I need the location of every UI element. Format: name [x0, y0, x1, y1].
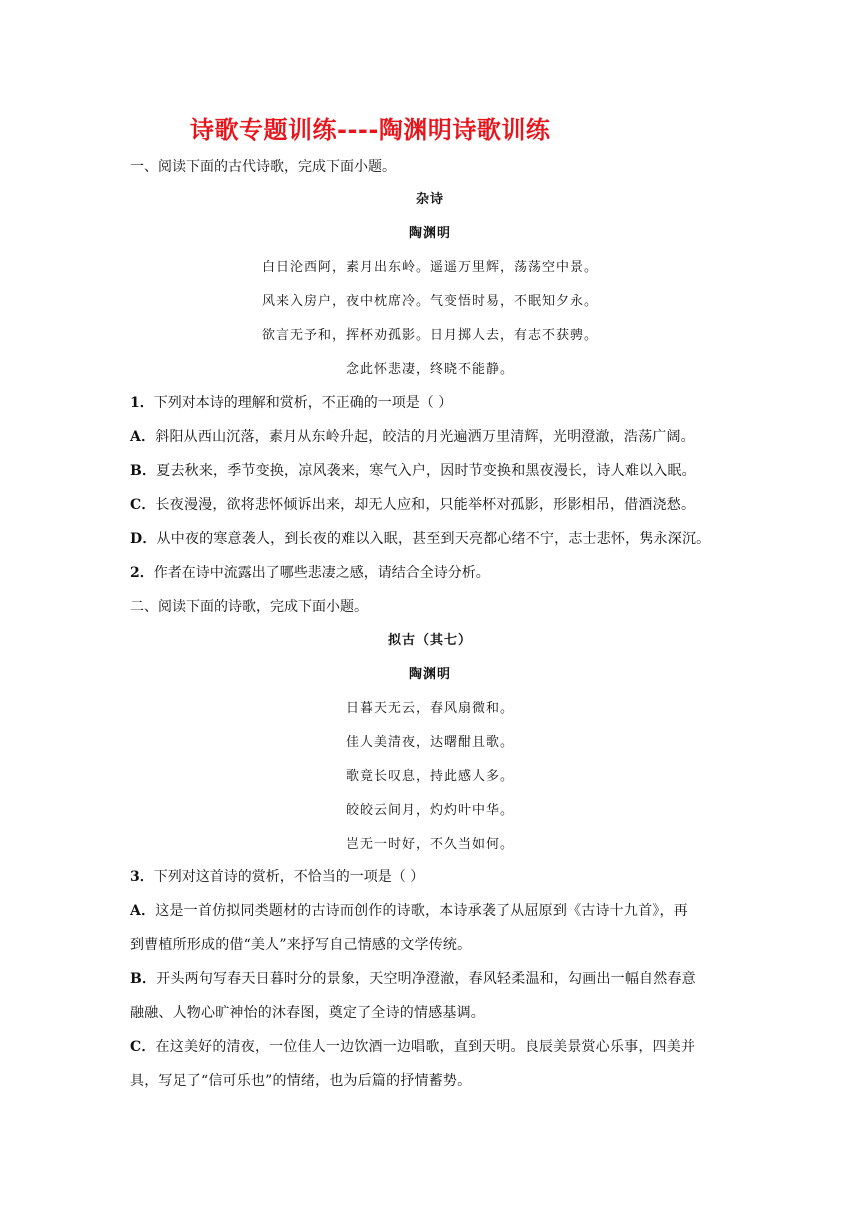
option-text: 斜阳从西山沉落，素月从东岭升起，皎洁的月光遍洒万里清辉，光明澄澈，浩荡广阔。: [155, 429, 695, 445]
option-text: 这是一首仿拟同类题材的古诗而创作的诗歌，本诗承袭了从屈原到《古诗十九首》，再: [155, 903, 688, 919]
poem-1-line: 风来入房户，夜中枕席冷。气变悟时易，不眠知夕永。: [261, 294, 598, 309]
poem-2-line: 日暮天无云，春风扇微和。: [345, 701, 514, 716]
q3-option-c: C．在这美好的清夜，一位佳人一边饮酒一边唱歌，直到天明。良辰美景赏心乐事，四美并: [130, 1039, 696, 1055]
option-text: 长夜漫漫，欲将悲怀倾诉出来，却无人应和，只能举杯对孤影，形影相吊，借酒浇愁。: [155, 497, 696, 513]
poem-1-author: 陶渊明: [408, 226, 451, 241]
question-number: 3: [130, 869, 140, 885]
q3-option-a: A．这是一首仿拟同类题材的古诗而创作的诗歌，本诗承袭了从屈原到《古诗十九首》，再: [130, 903, 688, 919]
option-label: B: [130, 463, 143, 479]
poem-2-line: 歌竟长叹息，持此感人多。: [345, 769, 514, 784]
question-1: 1．下列对本诗的理解和赏析，不正确的一项是（ ）: [130, 395, 453, 411]
option-label: A: [130, 903, 142, 919]
poem-2-line: 岂无一时好，不久当如何。: [345, 837, 514, 852]
option-label: B: [130, 971, 143, 987]
option-label: C: [130, 497, 142, 513]
q1-option-b: B．夏去秋来，季节变换，凉风袭来，寒气入户，因时节变换和黑夜漫长，诗人难以入眠。: [130, 463, 696, 479]
document-title: 诗歌专题训练----陶渊明诗歌训练: [190, 116, 551, 144]
poem-1-line: 欲言无予和，挥杯劝孤影。日月掷人去，有志不获骋。: [261, 328, 598, 343]
q3-option-b-continued: 融融、人物心旷神怡的沐春图，奠定了全诗的情感基调。: [130, 1005, 485, 1021]
poem-1-title: 杂诗: [415, 192, 444, 207]
q3-option-b: B．开头两句写春天日暮时分的景象，天空明净澄澈，春风轻柔温和，勾画出一幅自然春意: [130, 971, 696, 987]
section-1-heading: 一、阅读下面的古代诗歌，完成下面小题。: [130, 159, 396, 175]
question-number: 1: [130, 395, 140, 411]
section-2-heading: 二、阅读下面的诗歌，完成下面小题。: [130, 599, 368, 615]
question-stem: 下列对本诗的理解和赏析，不正确的一项是（ ）: [153, 395, 453, 411]
question-3: 3．下列对这首诗的赏析，不恰当的一项是（ ）: [130, 869, 425, 885]
option-label: C: [130, 1039, 142, 1055]
q3-option-c-continued: 具，写足了“信可乐也”的情绪，也为后篇的抒情蓄势。: [130, 1073, 472, 1089]
question-number: 2: [130, 565, 140, 581]
poem-1-line: 念此怀悲凄，终晓不能静。: [345, 362, 514, 377]
question-2: 2．作者在诗中流露出了哪些悲凄之感，请结合全诗分析。: [130, 565, 490, 581]
option-text: 在这美好的清夜，一位佳人一边饮酒一边唱歌，直到天明。良辰美景赏心乐事，四美并: [155, 1039, 696, 1055]
poem-2-line: 皎皎云间月，灼灼叶中华。: [345, 803, 514, 818]
poem-2-author: 陶渊明: [408, 667, 451, 682]
option-text: 开头两句写春天日暮时分的景象，天空明净澄澈，春风轻柔温和，勾画出一幅自然春意: [156, 971, 696, 987]
option-text: 从中夜的寒意袭人，到长夜的难以入眠，甚至到天亮都心绪不宁，志士悲怀，隽永深沉。: [156, 531, 711, 547]
question-stem: 作者在诗中流露出了哪些悲凄之感，请结合全诗分析。: [153, 565, 490, 581]
q3-option-a-continued: 到曹植所形成的借“美人”来抒写自己情感的文学传统。: [130, 937, 472, 953]
q1-option-c: C．长夜漫漫，欲将悲怀倾诉出来，却无人应和，只能举杯对孤影，形影相吊，借酒浇愁。: [130, 497, 696, 513]
question-stem: 下列对这首诗的赏析，不恰当的一项是（ ）: [153, 869, 425, 885]
poem-2-line: 佳人美清夜，达曙酣且歌。: [345, 735, 514, 750]
q1-option-d: D．从中夜的寒意袭人，到长夜的难以入眠，甚至到天亮都心绪不宁，志士悲怀，隽永深沉。: [130, 531, 711, 547]
option-label: D: [130, 531, 143, 547]
q1-option-a: A．斜阳从西山沉落，素月从东岭升起，皎洁的月光遍洒万里清辉，光明澄澈，浩荡广阔。: [130, 429, 695, 445]
poem-1-line: 白日沦西阿，素月出东岭。遥遥万里辉，荡荡空中景。: [261, 260, 598, 275]
option-text: 夏去秋来，季节变换，凉风袭来，寒气入户，因时节变换和黑夜漫长，诗人难以入眠。: [156, 463, 696, 479]
option-label: A: [130, 429, 142, 445]
poem-2-title: 拟古（其七）: [387, 633, 472, 648]
